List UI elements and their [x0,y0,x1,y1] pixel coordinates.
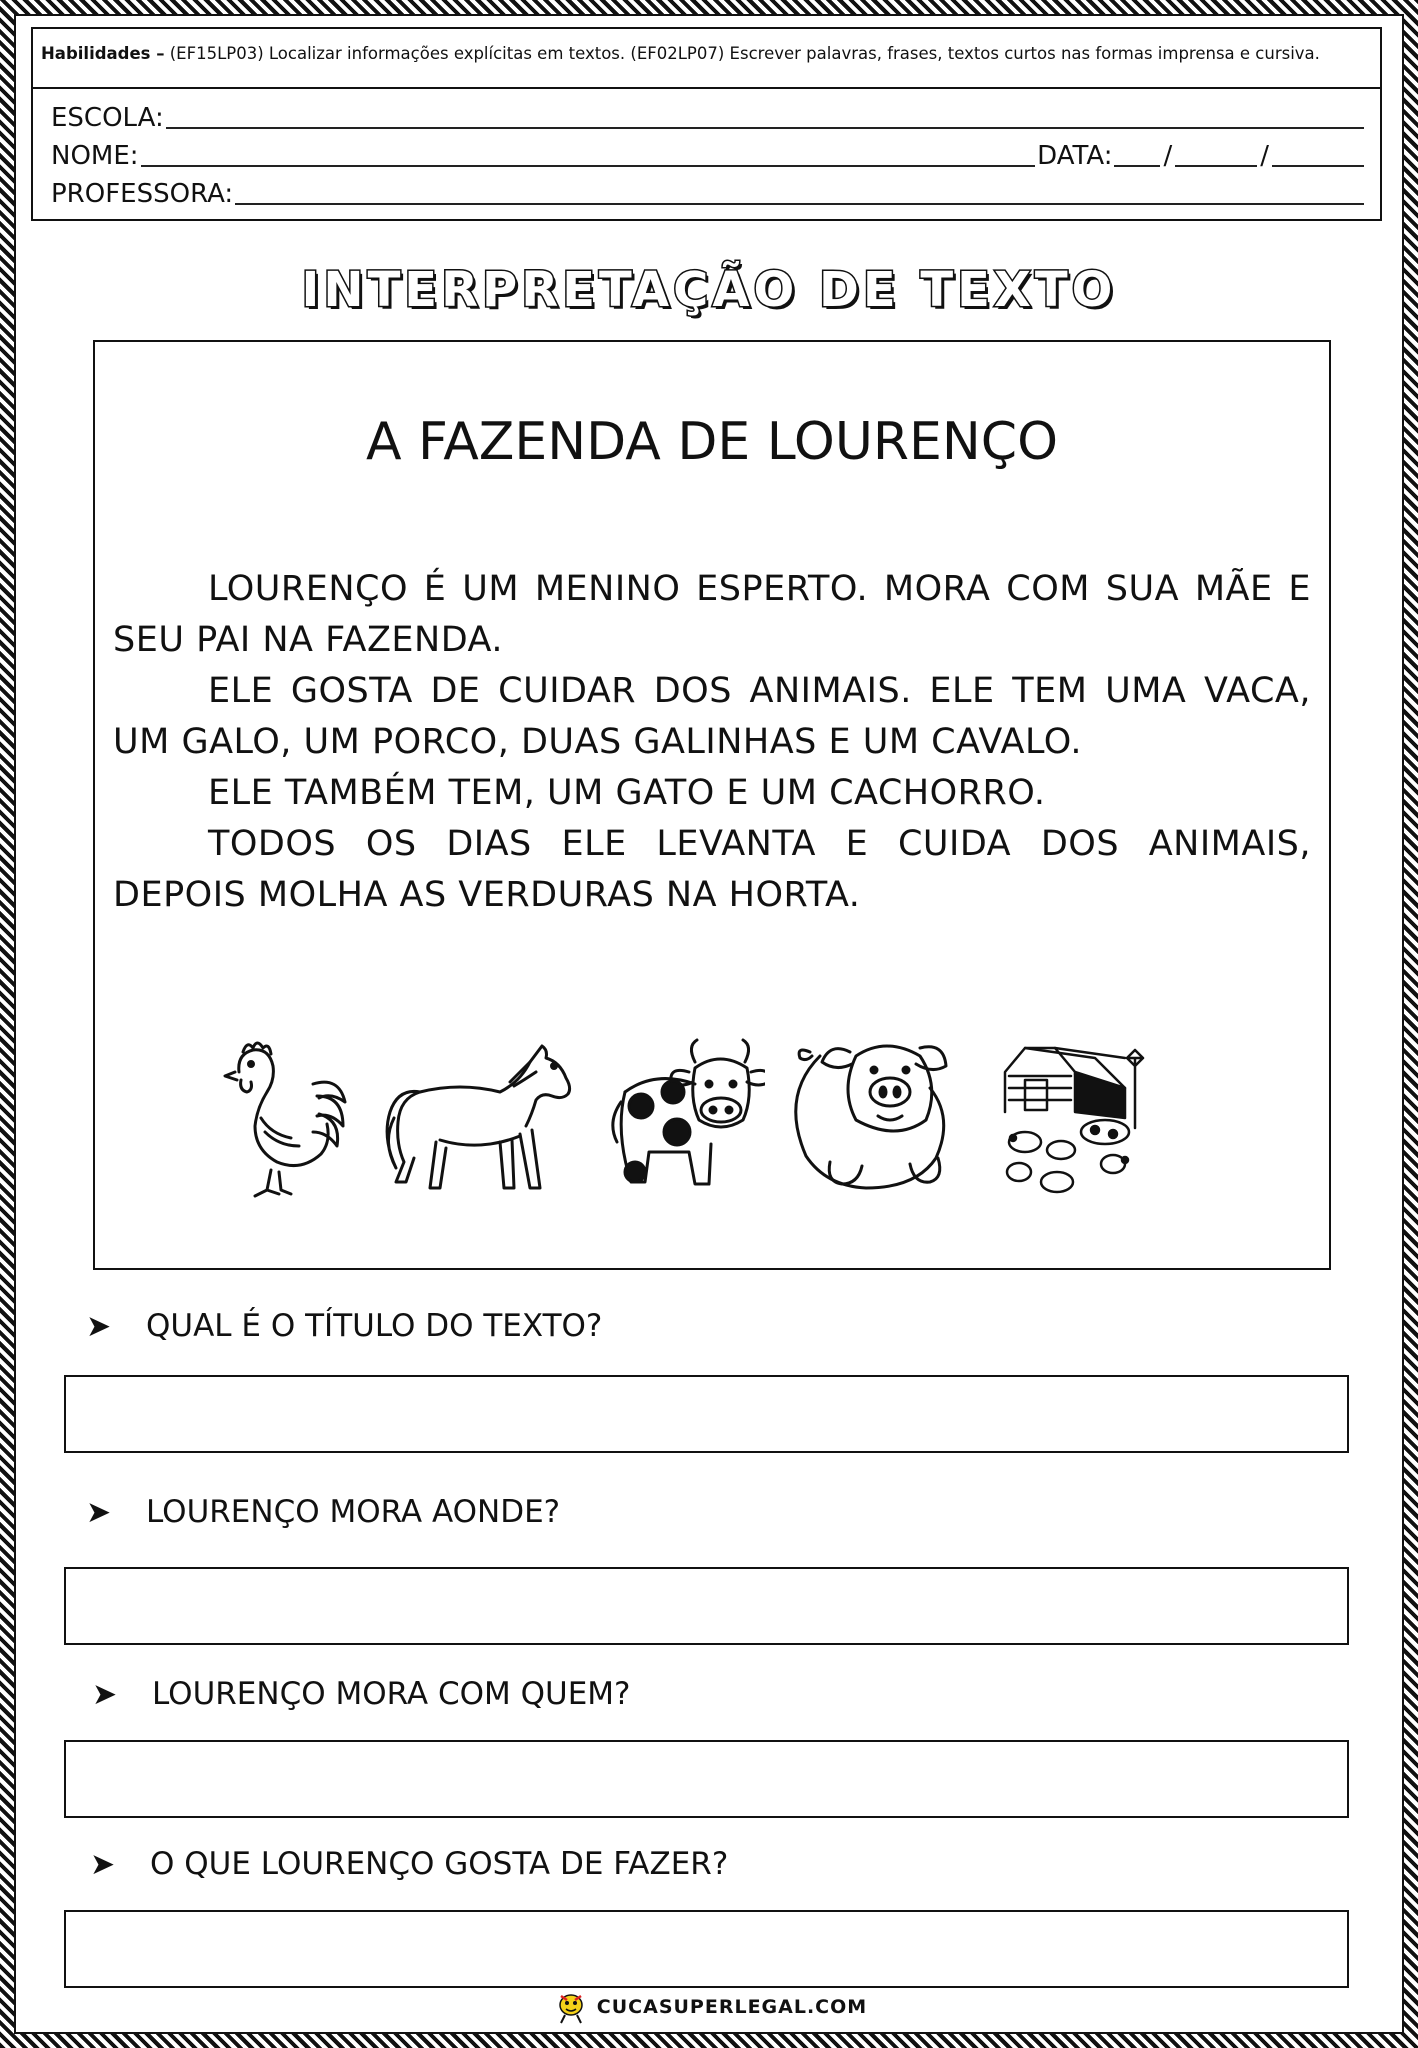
date-month-blank[interactable] [1175,137,1257,167]
question-text: QUAL É O TÍTULO DO TEXTO? [146,1308,603,1344]
skills-text: (EF15LP03) Localizar informações explícitas em textos. (EF02LP07) Escrever palavras, frases, textos curtos nas formas imprensa e cursiva. [164,44,1320,63]
skills-line [33,29,1380,89]
school-field[interactable] [51,99,1366,137]
school-label: ESCOLA: [51,103,164,133]
answer-box-4[interactable] [64,1910,1349,1988]
answer-box-2[interactable] [64,1567,1349,1645]
question-4 [90,1846,728,1882]
date-day-blank[interactable] [1114,137,1160,167]
question-text: O QUE LOURENÇO GOSTA DE FAZER? [150,1846,729,1882]
teacher-field[interactable] [51,175,1366,213]
story-paragraph: TODOS OS DIAS ELE LEVANTA E CUIDA DOS ANIMAIS, DEPOIS MOLHA AS VERDURAS NA HORTA. [113,824,1311,915]
question-1 [86,1308,602,1344]
story-paragraph: ELE TAMBÉM TEM, UM GATO E UM CACHORRO. [208,773,1046,813]
story-text [113,564,1311,921]
arrow-bullet-icon: ➤ [86,1494,112,1530]
teacher-blank[interactable] [235,175,1364,205]
teacher-label: PROFESSORA: [51,179,234,209]
skills-label: Habilidades – [41,44,165,63]
arrow-bullet-icon: ➤ [92,1676,118,1712]
header-box [31,27,1382,221]
question-text: LOURENÇO MORA COM QUEM? [152,1676,631,1712]
date-separator: / [1163,141,1173,171]
story-box [93,340,1331,1270]
date-year-blank[interactable] [1272,137,1364,167]
animal-illustrations [215,1032,1215,1207]
farm-barn-icon [995,1032,1155,1202]
footer-site: CUCASUPERLEGAL.COM [596,1996,868,2018]
mascot-logo-icon [551,1990,591,2024]
pig-icon [780,1032,970,1202]
story-paragraph: LOURENÇO É UM MENINO ESPERTO. MORA COM SUA MÃE E SEU PAI NA FAZENDA. [113,569,1311,660]
rooster-icon [215,1032,355,1202]
arrow-bullet-icon: ➤ [90,1846,116,1882]
arrow-bullet-icon: ➤ [86,1308,112,1344]
footer [0,1990,1418,2024]
story-title: A FAZENDA DE LOURENÇO [365,412,1059,472]
date-separator: / [1260,141,1269,171]
name-field[interactable] [51,137,1366,175]
cow-icon [605,1032,765,1202]
answer-box-3[interactable] [64,1740,1349,1818]
section-title: INTERPRETAÇÃO DE TEXTO [301,262,1117,318]
horse-icon [380,1032,590,1202]
student-fields [51,99,1366,213]
answer-box-1[interactable] [64,1375,1349,1453]
question-text: LOURENÇO MORA AONDE? [146,1494,561,1530]
story-paragraph: ELE GOSTA DE CUIDAR DOS ANIMAIS. ELE TEM UMA VACA, UM GALO, UM PORCO, DUAS GALINHAS E UM CAVALO. [113,671,1311,762]
school-blank[interactable] [166,99,1364,129]
date-label: DATA: [1037,141,1113,171]
question-3 [92,1676,631,1712]
name-label: NOME: [51,141,139,171]
name-blank[interactable] [141,137,1036,167]
question-2 [86,1494,560,1530]
